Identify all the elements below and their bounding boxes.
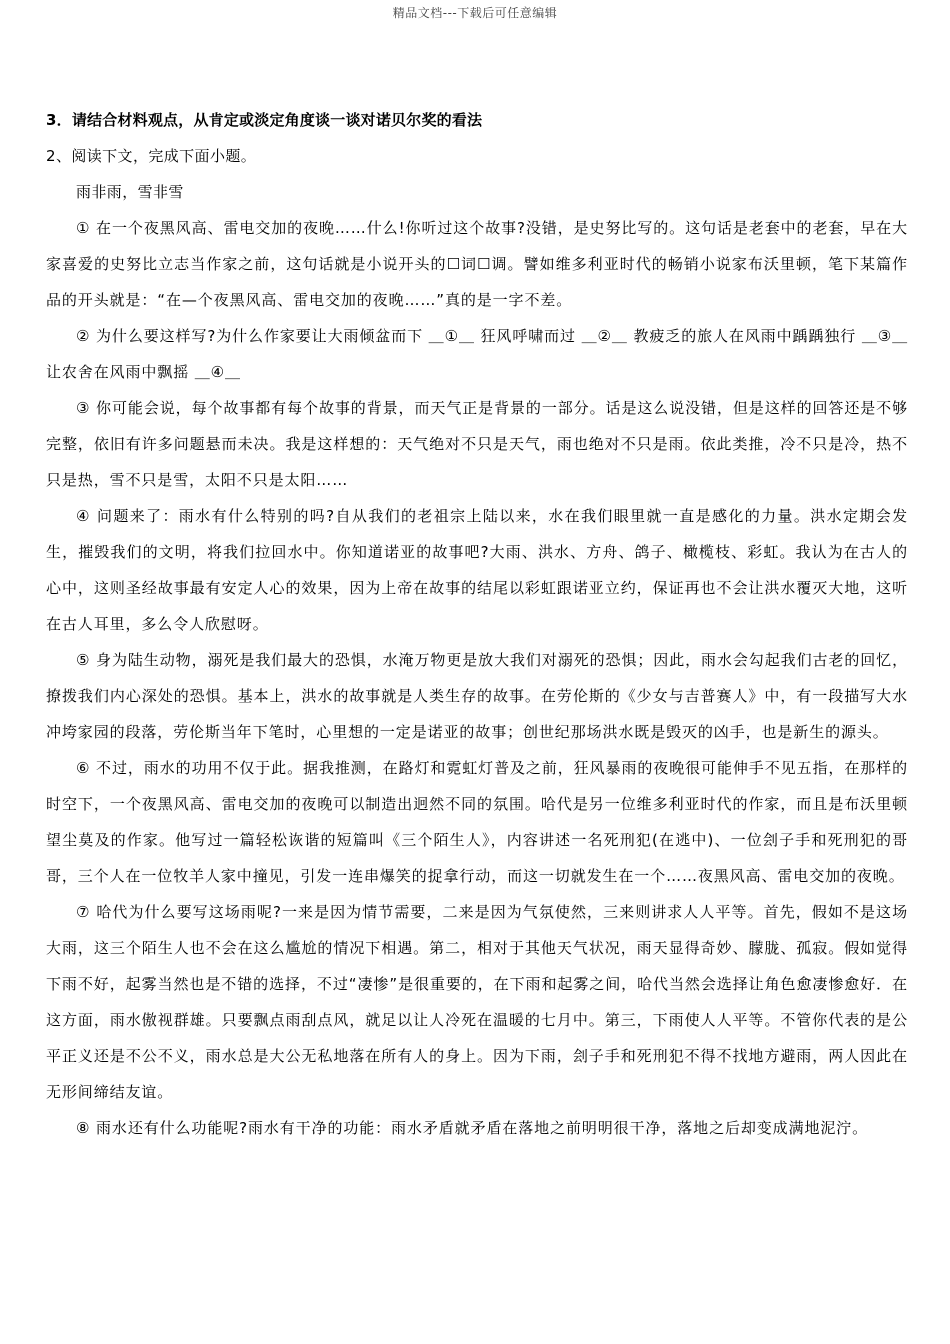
paragraph-6: ⑥ 不过，雨水的功用不仅于此。据我推测，在路灯和霓虹灯普及之前，狂风暴雨的夜晚很可能伸手不见五指，在那样的时空下，一个夜黑风高、雷电交加的夜晚可以制造出迥然不同的氛围。哈代是另一位维多利亚时代的作家，而且是布沃里顿望尘莫及的作家。他写过一篇轻松诙谐的短篇叫《三个陌生人》，内容讲述一名死刑犯(在逃中)、一位刽子手和死刑犯的哥哥，三个人在一位牧羊人家中撞见，引发一连串爆笑的捉拿行动，而这一切就发生在一个……夜黑风高、雷电交加的夜晚。 [46,759,908,885]
document-body [46,102,908,1146]
paragraph-3: ③ 你可能会说，每个故事都有每个故事的背景，而天气正是背景的一部分。话是这么说没错，但是这样的回答还是不够完整，依旧有许多问题悬而未决。我是这样想的：天气绝对不只是天气，雨也绝对不只是雨。依此类推，冷不只是冷，热不只是热，雪不只是雪，太阳不只是太阳…… [46,399,908,489]
paragraph-5: ⑤ 身为陆生动物，溺死是我们最大的恐惧，水淹万物更是放大我们对溺死的恐惧；因此，雨水会勾起我们古老的回忆，撩拨我们内心深处的恐惧。基本上，洪水的故事就是人类生存的故事。在劳伦斯的《少女与吉普赛人》中，有一段描写大水冲垮家园的段落，劳伦斯当年下笔时，心里想的一定是诺亚的故事；创世纪那场洪水既是毁灭的凶手，也是新生的源头。 [46,651,908,741]
page-header: 精品文档---下载后可任意编辑 [392,6,558,20]
article-title: 雨非雨，雪非雪 [76,183,184,201]
paragraph-7: ⑦ 哈代为什么要写这场雨呢?一来是因为情节需要，二来是因为气氛使然，三来则讲求人人平等。首先，假如不是这场大雨，这三个陌生人也不会在这么尴尬的情况下相遇。第二，相对于其他天气状况，雨天显得奇妙、朦胧、孤寂。假如觉得下雨不好，起雾当然也是不错的选择，不过“凄惨”是很重要的，在下雨和起雾之间，哈代当然会选择让角色愈凄惨愈好．在这方面，雨水傲视群雄。只要飘点雨刮点风，就足以让人冷死在温暖的七月中。第三，下雨使人人平等。不管你代表的是公平正义还是不公不义，雨水总是大公无私地落在所有人的身上。因为下雨，刽子手和死刑犯不得不找地方避雨，两人因此在无形间缔结友谊。 [46,903,908,1101]
question-2: 2、阅读下文，完成下面小题。 [46,147,257,165]
question-3: 3．请结合材料观点，从肯定或淡定角度谈一谈对诺贝尔奖的看法 [46,111,483,129]
paragraph-4: ④ 问题来了：雨水有什么特别的吗?自从我们的老祖宗上陆以来，水在我们眼里就一直是感化的力量。洪水定期会发生，摧毁我们的文明，将我们拉回水中。你知道诺亚的故事吧?大雨、洪水、方舟、鸽子、橄榄枝、彩虹。我认为在古人的心中，这则圣经故事最有安定人心的效果，因为上帝在故事的结尾以彩虹跟诺亚立约，保证再也不会让洪水覆灭大地，这听在古人耳里，多么令人欣慰呀。 [46,507,908,633]
paragraph-1: ① 在一个夜黑风高、雷电交加的夜晚……什么!你听过这个故事?没错，是史努比写的。这句话是老套中的老套，早在大家喜爱的史努比立志当作家之前，这句话就是小说开头的☐词☐调。譬如维多利亚时代的畅销小说家布沃里顿，笔下某篇作品的开头就是：“在—个夜黑风高、雷电交加的夜晚……”真的是一字不差。 [46,219,908,309]
paragraph-2: ② 为什么要这样写?为什么作家要让大雨倾盆而下 ＿①＿ 狂风呼啸而过 ＿②＿ 教疲乏的旅人在风雨中踽踽独行 ＿③＿ 让农舍在风雨中飘摇 ＿④＿ [46,327,908,381]
paragraph-8: ⑧ 雨水还有什么功能呢?雨水有干净的功能：雨水矛盾就矛盾在落地之前明明很干净，落地之后却变成满地泥泞。 [76,1119,869,1137]
